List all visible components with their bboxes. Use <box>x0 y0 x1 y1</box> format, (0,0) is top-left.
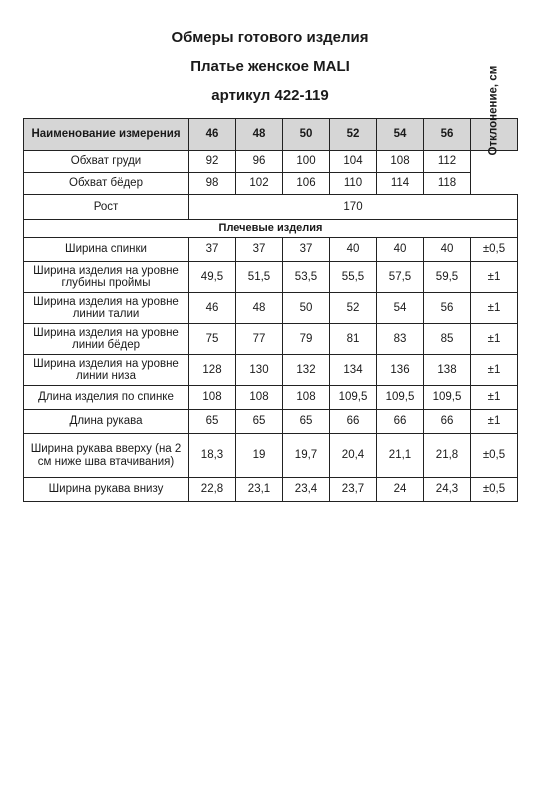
cell: 56 <box>424 293 471 324</box>
cell: 23,4 <box>283 478 330 502</box>
height-row <box>24 195 518 220</box>
cell: 24,3 <box>424 478 471 502</box>
row-name: Ширина изделия на уровне линии талии <box>24 293 189 324</box>
cell: 108 <box>377 151 424 173</box>
cell: 102 <box>236 173 283 195</box>
row-name: Обхват бёдер <box>24 173 189 195</box>
cell: 106 <box>283 173 330 195</box>
deviation-cell: ±0,5 <box>471 434 518 478</box>
cell: 98 <box>189 173 236 195</box>
cell: 110 <box>330 173 377 195</box>
cell: 21,8 <box>424 434 471 478</box>
table-row <box>24 173 518 195</box>
table-row <box>24 410 518 434</box>
cell: 20,4 <box>330 434 377 478</box>
cell: 57,5 <box>377 262 424 293</box>
cell: 49,5 <box>189 262 236 293</box>
section-title: Плечевые изделия <box>24 220 518 238</box>
cell: 23,7 <box>330 478 377 502</box>
deviation-cell: ±0,5 <box>471 478 518 502</box>
cell: 48 <box>236 293 283 324</box>
deviation-cell: ±1 <box>471 293 518 324</box>
article-number: артикул 422-119 <box>211 87 329 104</box>
row-name: Обхват груди <box>24 151 189 173</box>
cell: 50 <box>283 293 330 324</box>
cell: 81 <box>330 324 377 355</box>
cell: 130 <box>236 355 283 386</box>
header-size: 54 <box>377 119 424 151</box>
cell: 46 <box>189 293 236 324</box>
table-row <box>24 293 518 324</box>
cell: 109,5 <box>377 386 424 410</box>
cell: 77 <box>236 324 283 355</box>
header-size: 46 <box>189 119 236 151</box>
cell: 100 <box>283 151 330 173</box>
cell: 19 <box>236 434 283 478</box>
deviation-cell: ±1 <box>471 262 518 293</box>
header-name: Наименование измерения <box>24 119 189 151</box>
table-row <box>24 355 518 386</box>
table-row <box>24 434 518 478</box>
cell: 22,8 <box>189 478 236 502</box>
cell: 51,5 <box>236 262 283 293</box>
table-row <box>24 324 518 355</box>
header-size: 52 <box>330 119 377 151</box>
table-row <box>24 238 518 262</box>
cell: 109,5 <box>330 386 377 410</box>
cell: 108 <box>283 386 330 410</box>
cell: 65 <box>236 410 283 434</box>
cell: 37 <box>236 238 283 262</box>
cell: 23,1 <box>236 478 283 502</box>
cell: 52 <box>330 293 377 324</box>
row-name: Длина рукава <box>24 410 189 434</box>
cell: 24 <box>377 478 424 502</box>
document-title: Обмеры готового изделия <box>171 29 369 46</box>
row-name: Длина изделия по спинке <box>24 386 189 410</box>
table-row <box>24 262 518 293</box>
cell: 128 <box>189 355 236 386</box>
header-row <box>24 119 518 151</box>
cell: 134 <box>330 355 377 386</box>
height-value: 170 <box>189 195 518 220</box>
header-size: 50 <box>283 119 330 151</box>
cell: 40 <box>377 238 424 262</box>
row-name: Ширина рукава вверху (на 2 см ниже шва втачивания) <box>24 434 189 478</box>
cell: 18,3 <box>189 434 236 478</box>
cell: 37 <box>189 238 236 262</box>
cell: 65 <box>283 410 330 434</box>
cell: 19,7 <box>283 434 330 478</box>
cell: 40 <box>330 238 377 262</box>
cell: 75 <box>189 324 236 355</box>
cell: 55,5 <box>330 262 377 293</box>
deviation-cell: ±0,5 <box>471 238 518 262</box>
cell: 112 <box>424 151 471 173</box>
row-name: Ширина спинки <box>24 238 189 262</box>
cell: 114 <box>377 173 424 195</box>
cell: 96 <box>236 151 283 173</box>
cell: 37 <box>283 238 330 262</box>
cell: 85 <box>424 324 471 355</box>
cell: 53,5 <box>283 262 330 293</box>
header-deviation <box>471 65 518 156</box>
header-deviation-label: Отклонение, см <box>487 65 500 156</box>
row-name: Рост <box>24 195 189 220</box>
cell: 118 <box>424 173 471 195</box>
cell: 40 <box>424 238 471 262</box>
cell: 108 <box>189 386 236 410</box>
row-name: Ширина рукава внизу <box>24 478 189 502</box>
cell: 54 <box>377 293 424 324</box>
cell: 104 <box>330 151 377 173</box>
cell: 138 <box>424 355 471 386</box>
cell: 66 <box>424 410 471 434</box>
deviation-cell: ±1 <box>471 386 518 410</box>
table-row <box>24 386 518 410</box>
cell: 21,1 <box>377 434 424 478</box>
cell: 59,5 <box>424 262 471 293</box>
deviation-cell: ±1 <box>471 355 518 386</box>
header-size: 56 <box>424 119 471 151</box>
row-name: Ширина изделия на уровне глубины проймы <box>24 262 189 293</box>
deviation-cell: ±1 <box>471 324 518 355</box>
cell: 83 <box>377 324 424 355</box>
table-row <box>24 478 518 502</box>
header-size: 48 <box>236 119 283 151</box>
cell: 79 <box>283 324 330 355</box>
cell: 136 <box>377 355 424 386</box>
row-name: Ширина изделия на уровне линии низа <box>24 355 189 386</box>
row-name: Ширина изделия на уровне линии бёдер <box>24 324 189 355</box>
cell: 108 <box>236 386 283 410</box>
cell: 65 <box>189 410 236 434</box>
cell: 66 <box>330 410 377 434</box>
cell: 132 <box>283 355 330 386</box>
cell: 109,5 <box>424 386 471 410</box>
deviation-cell: ±1 <box>471 410 518 434</box>
cell: 92 <box>189 151 236 173</box>
product-name: Платье женское MALI <box>190 58 350 75</box>
section-row <box>24 220 518 238</box>
cell: 66 <box>377 410 424 434</box>
table-row <box>24 151 518 173</box>
